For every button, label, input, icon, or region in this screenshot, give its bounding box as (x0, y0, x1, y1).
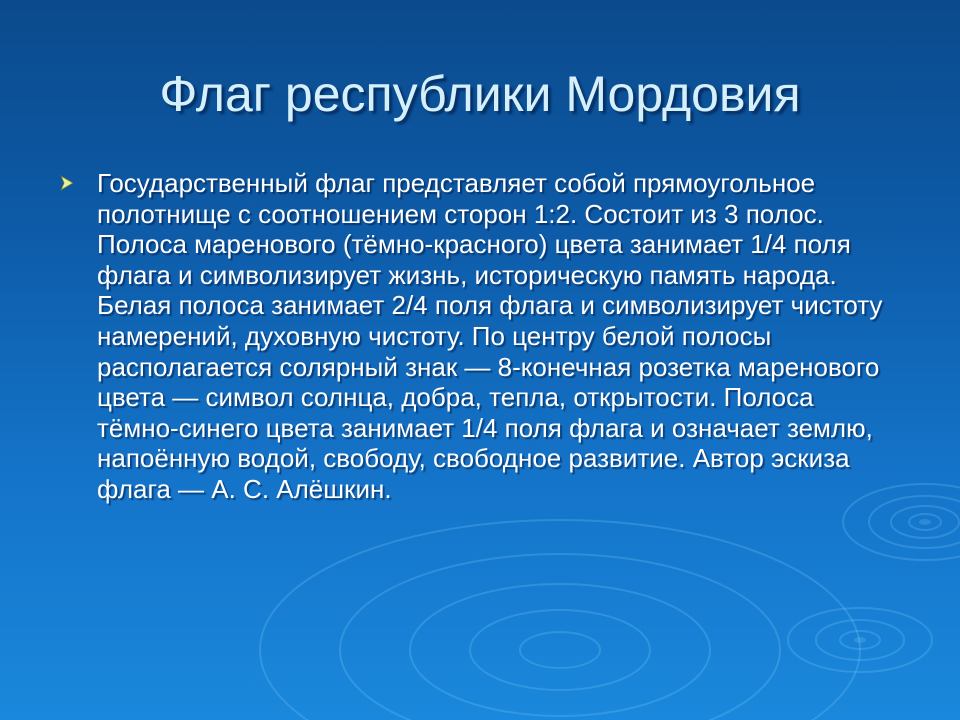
bullet-text: Государственный флаг представляет собой прямоугольное полотнище с соотношением сторон 1:2. Состоит из 3 полос. Полоса маренового (тёмно-красного) цвета занимает 1/4 поля флага и символизирует жизнь, историческую память народа. Белая полоса занимает 2/4 поля флага и символизирует чистоту намерений, духовную чистоту. По центру белой полосы располагается солярный знак — 8-конечная розетка маренового цвета — символ солнца, добра, тепла, открытости. Полоса тёмно-синего цвета занимает 1/4 поля флага и означает землю, напоённую водой, свободу, свободное развитие. Автор эскиза флага — А. С. Алёшкин. (97, 168, 883, 504)
slide-title: Флаг республики Мордовия (159, 66, 801, 122)
bullet-list (60, 168, 900, 505)
bullet-item (60, 168, 900, 505)
arrowhead-bullet-icon (60, 175, 74, 191)
